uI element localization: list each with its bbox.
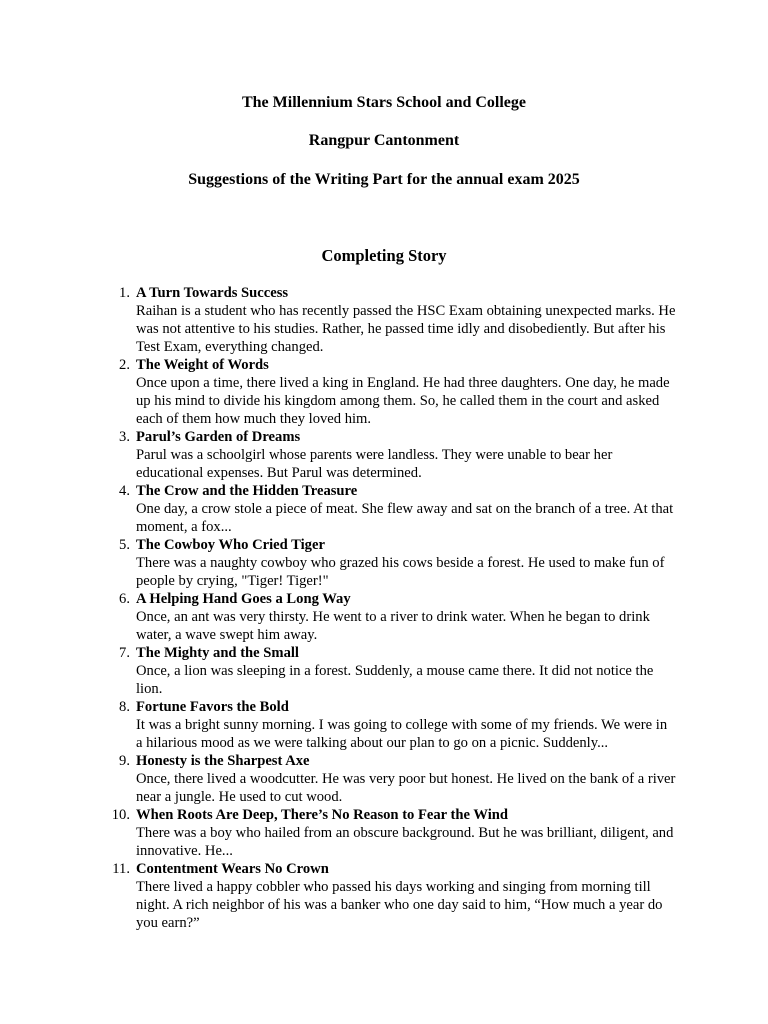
story-item <box>0 482 676 536</box>
story-number: 7. <box>119 645 130 661</box>
section-title: Completing Story <box>321 246 447 265</box>
story-opening-text: One day, a crow stole a piece of meat. She flew away and sat on the branch of a tree. At that moment, a fox... <box>136 501 674 535</box>
story-item <box>0 644 676 698</box>
story-number: 4. <box>119 483 130 499</box>
story-number: 10. <box>111 807 130 823</box>
story-title: A Turn Towards Success <box>136 285 289 301</box>
story-item <box>0 356 676 428</box>
story-number: 8. <box>119 699 130 715</box>
story-number: 2. <box>119 357 130 373</box>
story-number: 6. <box>119 591 130 607</box>
story-number: 1. <box>119 285 130 301</box>
story-number: 9. <box>119 753 130 769</box>
story-item <box>0 428 676 482</box>
story-opening-text: There was a boy who hailed from an obscure background. But he was brilliant, diligent, and innovative. He... <box>136 825 674 859</box>
story-opening-text: Once upon a time, there lived a king in England. He had three daughters. One day, he made up his mind to divide his kingdom among them. So, he called them in the court and asked each of them how much they loved him. <box>136 375 670 427</box>
story-title: The Crow and the Hidden Treasure <box>136 483 358 499</box>
story-title: A Helping Hand Goes a Long Way <box>136 591 351 607</box>
story-number: 3. <box>119 429 130 445</box>
story-title: When Roots Are Deep, There’s No Reason to Fear the Wind <box>136 807 509 823</box>
story-item <box>0 590 676 644</box>
story-opening-text: It was a bright sunny morning. I was going to college with some of my friends. We were in a hilarious mood as we were talking about our plan to go on a picnic. Suddenly... <box>136 717 668 751</box>
story-opening-text: There was a naughty cowboy who grazed his cows beside a forest. He used to make fun of people by crying, "Tiger! Tiger!" <box>136 555 665 589</box>
story-item <box>0 860 676 932</box>
story-title: The Cowboy Who Cried Tiger <box>136 537 325 553</box>
story-opening-text: Once, an ant was very thirsty. He went to a river to drink water. When he began to drink water, a wave swept him away. <box>136 609 650 643</box>
school-name: The Millennium Stars School and College <box>241 94 527 111</box>
story-list <box>0 284 768 932</box>
story-opening-text: Parul was a schoolgirl whose parents were landless. They were unable to bear her educational expenses. But Parul was determined. <box>136 447 613 481</box>
story-item <box>0 536 676 590</box>
story-item <box>0 698 676 752</box>
story-item <box>0 752 676 806</box>
story-opening-text: There lived a happy cobbler who passed his days working and singing from morning till night. A rich neighbor of his was a banker who one day said to him, “How much a year do you earn?” <box>136 879 663 931</box>
story-number: 5. <box>119 537 130 553</box>
story-opening-text: Once, a lion was sleeping in a forest. Suddenly, a mouse came there. It did not notice the lion. <box>136 663 654 697</box>
story-title: Honesty is the Sharpest Axe <box>136 753 310 769</box>
story-title: The Weight of Words <box>136 357 269 373</box>
document-subtitle: Suggestions of the Writing Part for the annual exam 2025 <box>188 171 580 188</box>
story-item <box>0 806 676 860</box>
school-location: Rangpur Cantonment <box>308 132 460 149</box>
story-number: 11. <box>112 861 130 877</box>
story-opening-text: Once, there lived a woodcutter. He was very poor but honest. He lived on the bank of a river near a jungle. He used to cut wood. <box>136 771 676 805</box>
story-opening-text: Raihan is a student who has recently passed the HSC Exam obtaining unexpected marks. He was not attentive to his studies. Rather, he passed time idly and disobediently. But after his Test Exam, everything changed. <box>136 303 676 355</box>
story-title: The Mighty and the Small <box>136 645 299 661</box>
story-title: Fortune Favors the Bold <box>136 699 289 715</box>
story-item <box>0 284 676 356</box>
story-title: Parul’s Garden of Dreams <box>136 429 301 445</box>
story-title: Contentment Wears No Crown <box>136 861 329 877</box>
